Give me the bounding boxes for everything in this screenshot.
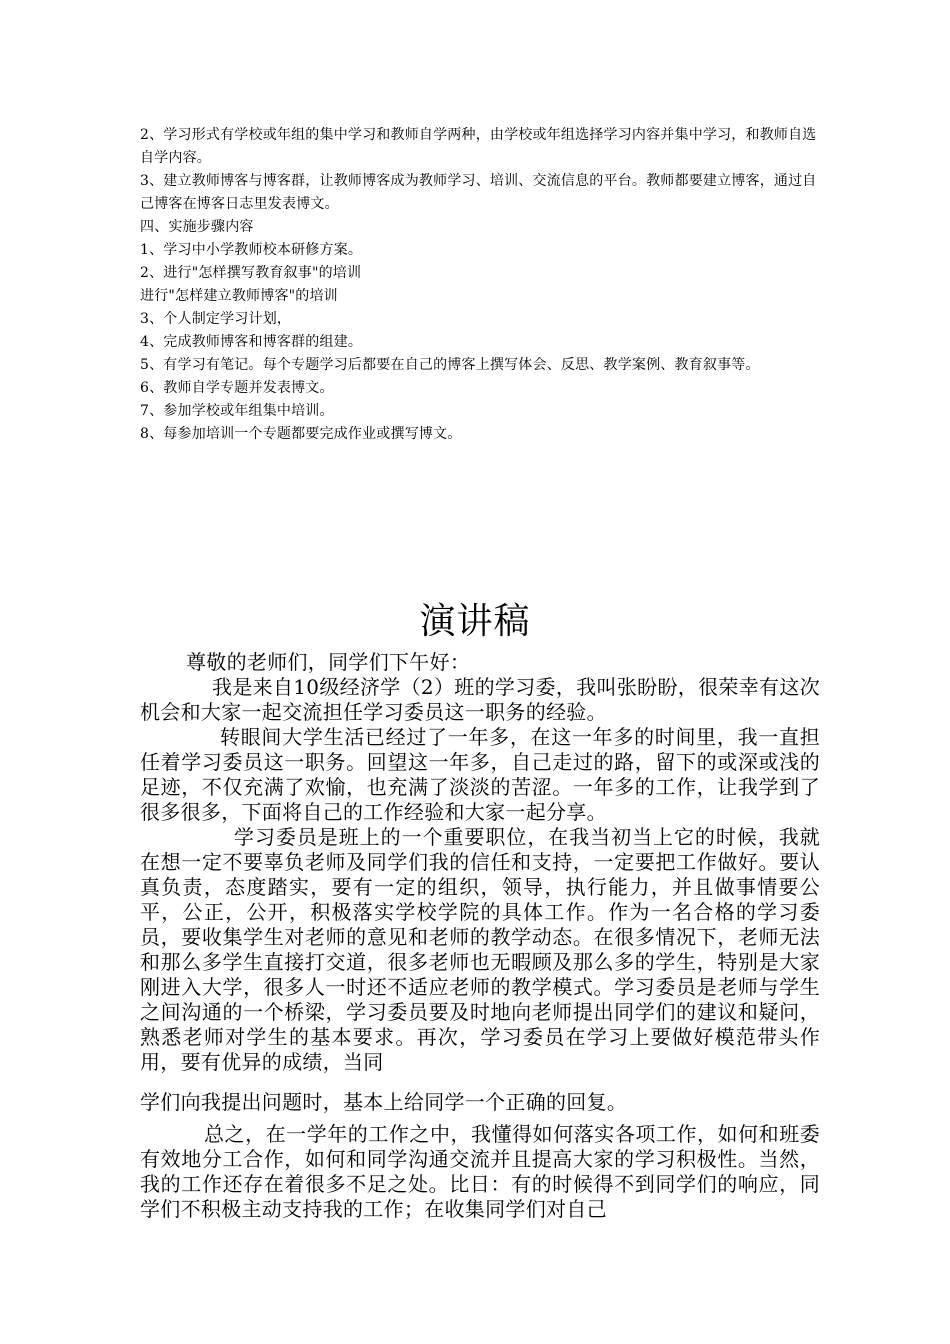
speech-paragraph: 学习委员是班上的一个重要职位，在我当初当上它的时候，我就在想一定不要辜负老师及同学们我的信任和支持，一定要把工作做好。要认真负责，态度踏实，要有一定的组织，领导，执行能力，并且做事情要公平，公正，公开，积极落实学校学院的具体工作。作为一名合格的学习委员，要收集学生对老师的意见和老师的教学动态。在很多情况下，老师无法和那么多学生直接打交道，很多老师也无暇顾及那么多的学生，特别是大家刚进入大学，很多人一时还不适应老师的教学模式。学习委员是老师与学生之间沟通的一个桥梁，学习委员要及时地向老师提出同学们的建议和疑问，熟悉老师对学生的基本要求。再次，学习委员在学习上要做好模范带头作用，要有优异的成绩，当同 (140, 825, 820, 1074)
plan-item: 3、建立教师博客与博客群，让教师博客成为教师学习、培训、交流信息的平台。教师都要建立博客，通过自己博客在博客日志里发表博文。 (140, 173, 817, 212)
speech-body-continued (140, 1090, 820, 1115)
speech-body-conclusion (140, 1122, 820, 1222)
study-plan-section (140, 124, 820, 446)
speech-greeting: 尊敬的老师们，同学们下午好： (186, 650, 471, 674)
plan-item: 8、每参加培训一个专题都要完成作业或撰写博文。 (140, 426, 462, 442)
speech-paragraph-continued: 学们向我提出问题时，基本上给同学一个正确的回复。 (140, 1090, 628, 1114)
plan-item: 1、学习中小学教师校本研修方案。 (140, 242, 363, 258)
plan-item: 2、学习形式有学校或年组的集中学习和教师自学两种，由学校或年组选择学习内容并集中学习，和教师自选自学内容。 (140, 127, 817, 166)
plan-heading: 四、实施步骤内容 (140, 219, 254, 235)
plan-item: 6、教师自学专题并发表博文。 (140, 380, 334, 396)
plan-item: 7、参加学校或年组集中培训。 (140, 403, 334, 419)
plan-item: 进行"怎样建立教师博客"的培训 (140, 288, 338, 304)
speech-body (140, 650, 820, 1075)
speech-paragraph: 总之，在一学年的工作之中，我懂得如何落实各项工作，如何和班委有效地分工合作，如何和同学沟通交流并且提高大家的学习积极性。当然，我的工作还存在着很多不足之处。比日：有的时候得不到同学们的响应，同学们不积极主动支持我的工作；在收集同学们对自己 (140, 1122, 820, 1221)
plan-item: 2、进行"怎样撰写教育叙事"的培训 (140, 265, 362, 281)
plan-item: 4、完成教师博客和博客群的组建。 (140, 334, 363, 350)
speech-paragraph: 转眼间大学生活已经过了一年多，在这一年多的时间里，我一直担任着学习委员这一职务。回望这一年多，自己走过的路，留下的或深或浅的足迹，不仅充满了欢愉，也充满了淡淡的苦涩。一年多的工作，让我学到了很多很多，下面将自己的工作经验和大家一起分享。 (140, 725, 820, 824)
plan-item: 5、有学习有笔记。每个专题学习后都要在自己的博客上撰写体会、反思、教学案例、教育叙事等。 (140, 357, 760, 373)
plan-item: 3、个人制定学习计划， (140, 311, 292, 327)
speech-title: 演讲稿 (419, 601, 531, 642)
speech-paragraph: 我是来自10级经济学（2）班的学习委，我叫张盼盼，很荣幸有这次机会和大家一起交流担任学习委员这一职务的经验。 (140, 675, 820, 724)
